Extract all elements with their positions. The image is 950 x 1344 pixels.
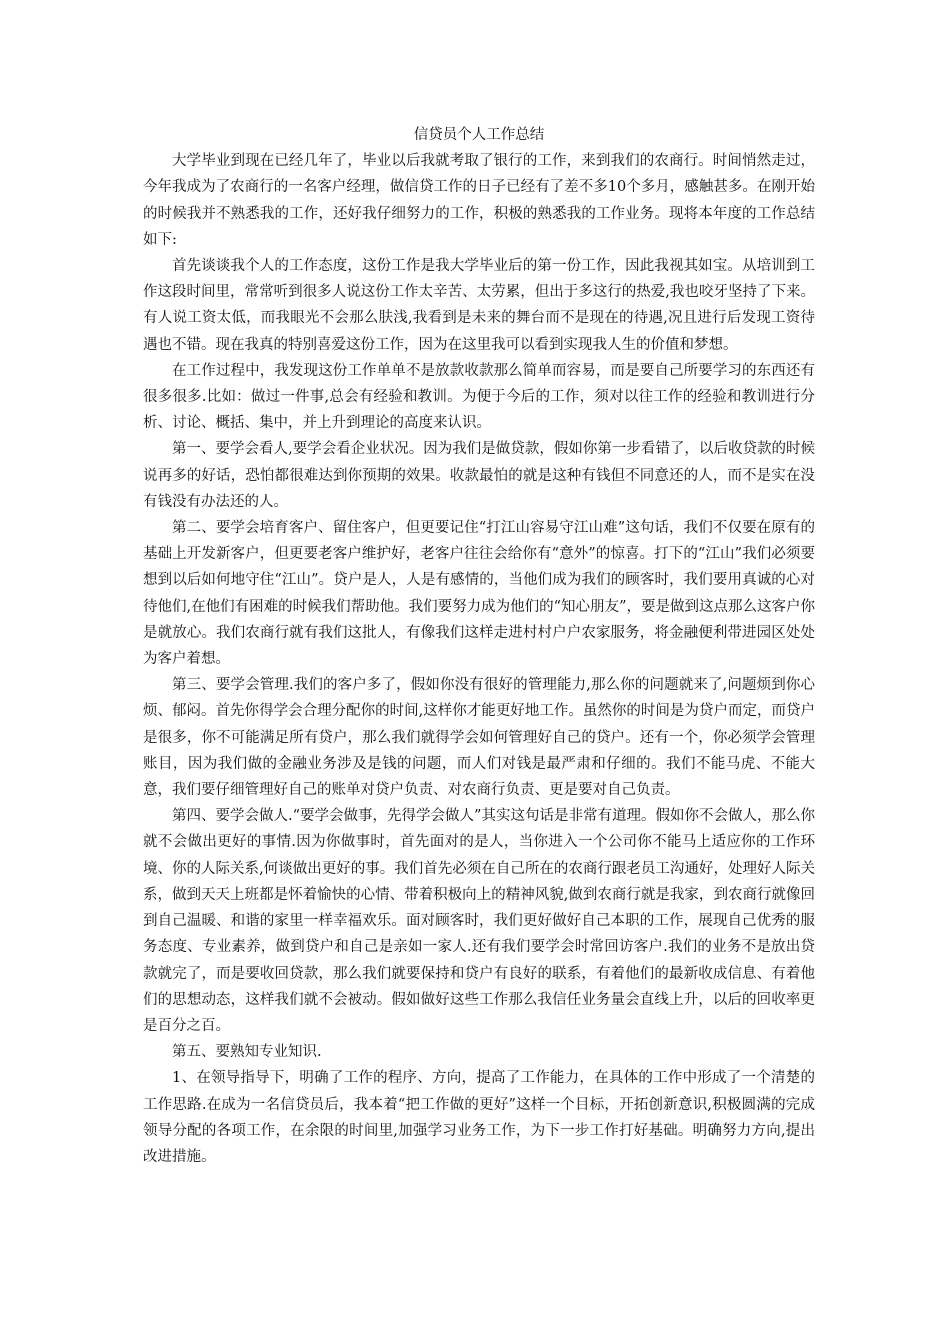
paragraph-point-3: 第三、要学会管理.我们的客户多了，假如你没有很好的管理能力,那么你的问题就来了,问题烦到你心烦、郁闷。首先你得学会合理分配你的时间,这样你才能更好地工作。虽然你的时间是为贷户而定，而贷户是很多，你不可能满足所有贷户，那么我们就得学会如何管理好自己的贷户。还有一个，你必须学会管理账目，因为我们做的金融业务涉及是钱的问题，而人们对钱是最严肃和仔细的。我们不能马虎、不能大意，我们要仔细管理好自己的账单对贷户负责、对农商行负责、更是要对自己负责。 — [143, 677, 815, 799]
paragraph-point-1: 第一、要学会看人,要学会看企业状况。因为我们是做贷款，假如你第一步看错了，以后收贷款的时候说再多的好话，恐怕都很难达到你预期的效果。收款最怕的就是这种有钱但不同意还的人，而不是实在没有钱没有办法还的人。 — [143, 441, 815, 510]
paragraph-point-2: 第二、要学会培育客户、留住客户，但更要记住“打江山容易守江山难”这句话，我们不仅要在原有的基础上开发新客户，但更要老客户维护好，老客户往往会给你有“意外”的惊喜。打下的“江山”我们必须要想到以后如何地守住“江山”。贷户是人，人是有感情的，当他们成为我们的顾客时，我们要用真诚的心对待他们,在他们有困难的时候我们帮助他。我们要努力成为他们的“知心朋友”，要是做到这点那么这客户你是就放心。我们农商行就有我们这批人，有像我们这样走进村村户户农家服务，将金融便利带进园区处处为客户着想。 — [143, 520, 815, 668]
paragraph-item-1: 1、在领导指导下，明确了工作的程序、方向，提高了工作能力，在具体的工作中形成了一个清楚的工作思路.在成为一名信贷员后，我本着“把工作做的更好”这样一个目标，开拓创新意识,积极圆满的完成领导分配的各项工作，在余限的时间里,加强学习业务工作，为下一步工作打好基础。明确努力方向,提出改进措施。 — [143, 1070, 815, 1165]
paragraph-attitude: 首先谈谈我个人的工作态度，这份工作是我大学毕业后的第一份工作，因此我视其如宝。从培训到工作这段时间里，常常听到很多人说这份工作太辛苦、太劳累，但出于多这行的热爱,我也咬牙坚持了下来。有人说工资太低，而我眼光不会那么肤浅,我看到是未来的舞台而不是现在的待遇,况且进行后发现工资待遇也不错。现在我真的特别喜爱这份工作，因为在这里我可以看到实现我人生的价值和梦想。 — [143, 258, 815, 353]
paragraph-point-5: 第五、要熟知专业知识. — [172, 1044, 322, 1061]
document-title: 信贷员个人工作总结 — [413, 127, 545, 143]
paragraph-learning: 在工作过程中，我发现这份工作单单不是放款收款那么简单而容易，而是要自己所要学习的东西还有很多很多.比如：做过一件事,总会有经验和教训。为便于今后的工作，须对以往工作的经验和教训进行分析、讨论、概括、集中，并上升到理论的高度来认识。 — [143, 362, 815, 432]
paragraph-point-4: 第四、要学会做人.“要学会做事，先得学会做人”其实这句话是非常有道理。假如你不会做人，那么你就不会做出更好的事情.因为你做事时，首先面对的是人，当你进入一个公司你不能马上适应你的工作环境、你的人际关系,何谈做出更好的事。我们首先必须在自己所在的农商行跟老员工沟通好，处理好人际关系，做到天天上班都是怀着愉快的心情、带着积极向上的精神风貌,做到农商行就是我家，到农商行就像回到自己温暖、和谐的家里一样幸福欢乐。面对顾客时，我们更好做好自己本职的工作，展现自己优秀的服务态度、专业素养，做到贷户和自己是亲如一家人.还有我们要学会时常回访客户.我们的业务不是放出贷款就完了，而是要收回贷款，那么我们就要保持和贷户有良好的联系，有着他们的最新收成信息、有着他们的思想动态，这样我们就不会被动。假如做好这些工作那么我信任业务量会直线上升，以后的回收率更是百分之百。 — [143, 808, 815, 1034]
paragraph-intro: 大学毕业到现在已经几年了，毕业以后我就考取了银行的工作，来到我们的农商行。时间悄然走过，今年我成为了农商行的一名客户经理，做信贷工作的日子已经有了差不多10个多月，感触甚多。在刚开始的时候我并不熟悉我的工作，还好我仔细努力的工作，积极的熟悉我的工作业务。现将本年度的工作总结如下: — [143, 153, 815, 248]
document-page — [143, 122, 815, 1170]
